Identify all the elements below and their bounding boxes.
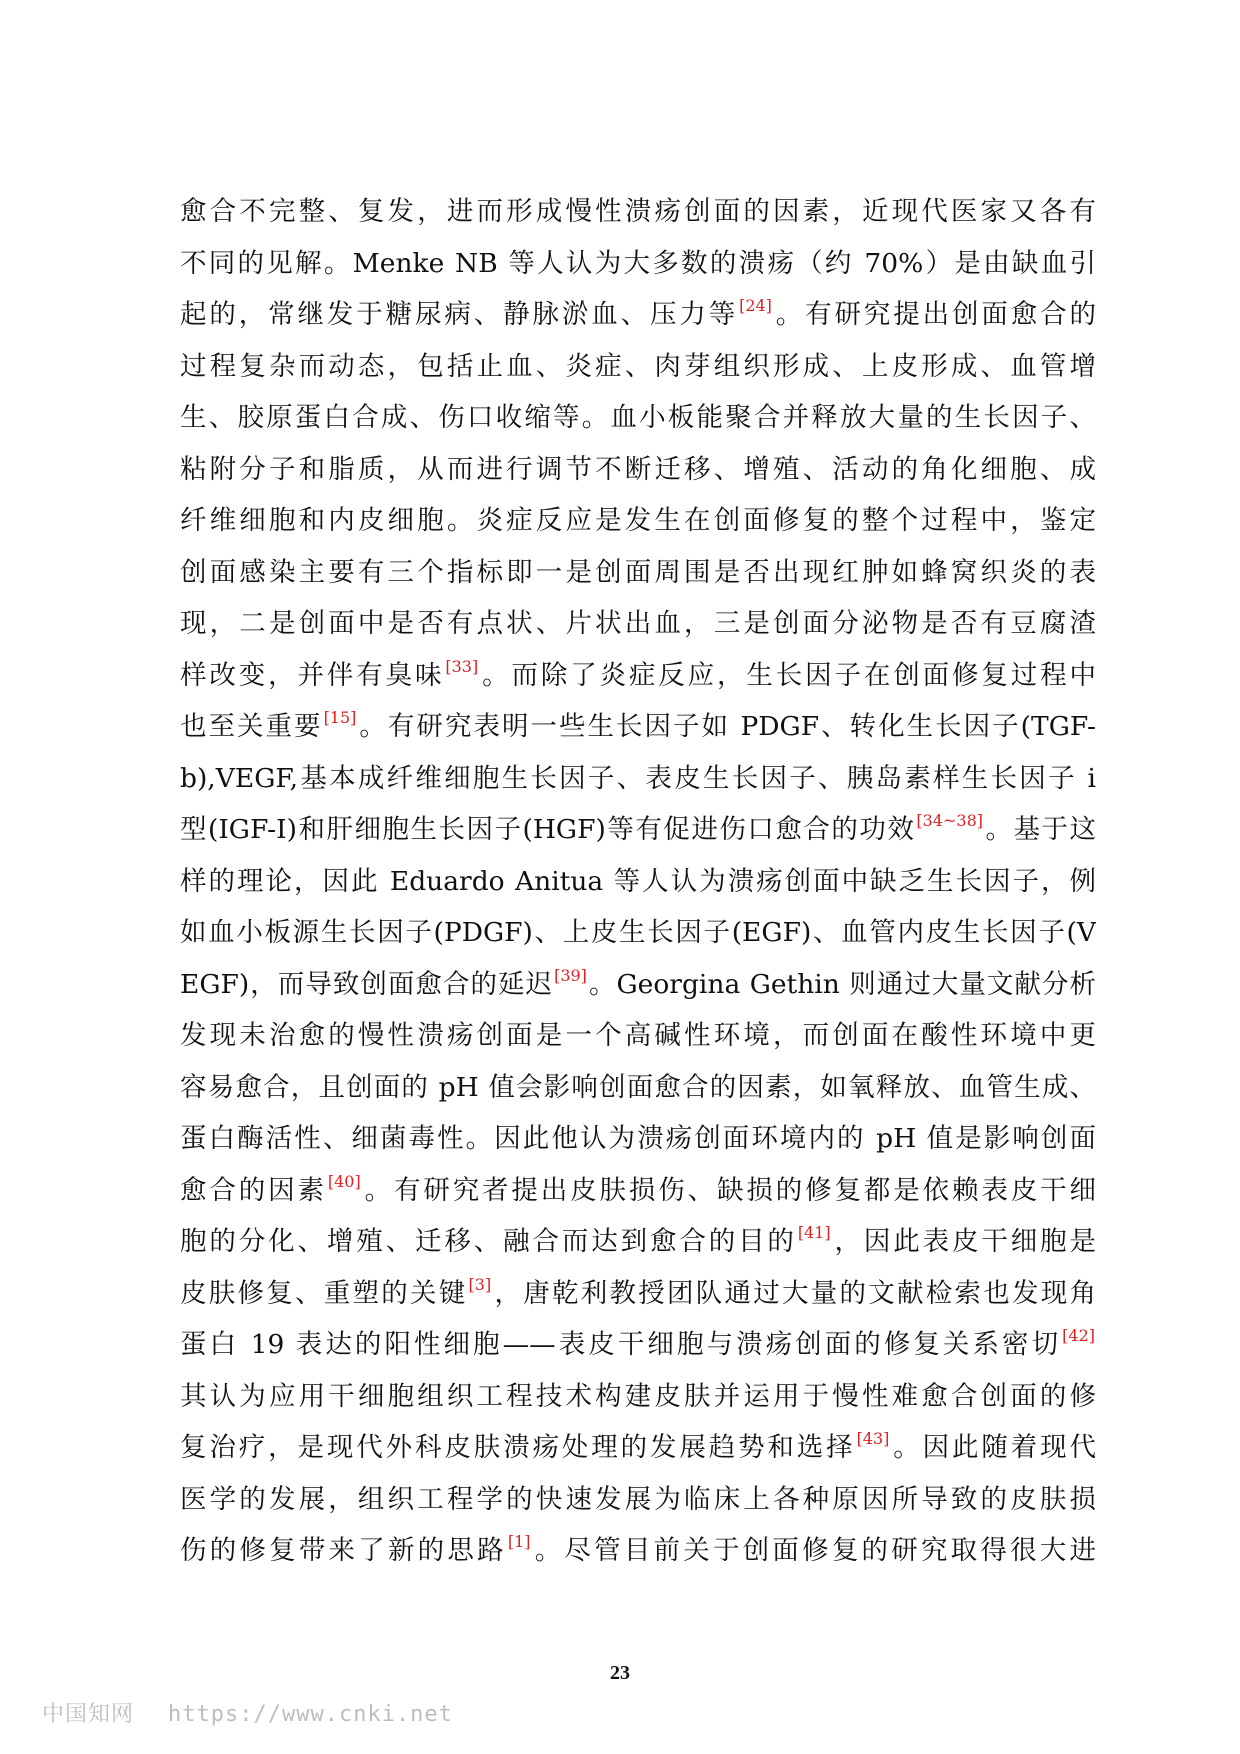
text-segment: 发现未治愈的慢性溃疡创面是一个高碱性环境，而创面在酸性环境中更	[180, 1020, 1096, 1051]
text-segment: 生、胶原蛋白合成、伤口收缩等。血小板能聚合并释放大量的生长因子、	[180, 402, 1096, 433]
text-segment: EGF)，而导致创面愈合的延迟	[180, 968, 554, 1000]
text-segment: ，因此表皮干细胞是	[831, 1226, 1096, 1257]
text-segment: 皮肤修复、重塑的关键	[180, 1277, 468, 1309]
text-line	[180, 856, 1096, 908]
text-segment: 。基于这	[983, 814, 1096, 845]
text-line	[180, 1010, 1096, 1062]
text-segment: 伤的修复带来了新的思路	[180, 1535, 507, 1566]
text-segment: 其认为应用干细胞组织工程技术构建皮肤并运用于慢性难愈合创面的修	[180, 1380, 1096, 1412]
text-segment: 也至关重要	[180, 711, 323, 742]
text-segment: 样的理论，因此 Eduardo Anitua 等人认为溃疡创面中缺乏生长因子，例	[180, 865, 1096, 897]
text-segment: 。有研究者提出皮肤损伤、缺损的修复都是依赖表皮干细	[361, 1174, 1096, 1206]
watermark-brand: 中国知网	[42, 1702, 135, 1727]
text-line	[180, 1422, 1096, 1474]
text-segment: 医学的发展，组织工程学的快速发展为临床上各种原因所导致的皮肤损	[180, 1483, 1096, 1515]
text-segment: 。Georgina Gethin 则通过大量文献分析	[587, 968, 1096, 1000]
text-segment: 愈合不完整、复发，进而形成慢性溃疡创面的因素，近现代医家又各有	[180, 196, 1096, 227]
text-line	[180, 1062, 1096, 1114]
text-segment: 创面感染主要有三个指标即一是创面周围是否出现红肿如蜂窝织炎的表	[180, 556, 1096, 588]
text-segment: 。而除了炎症反应，生长因子在创面修复过程中	[479, 659, 1096, 691]
text-segment: 。有研究提出创面愈合的	[772, 299, 1096, 330]
text-segment: 型(IGF-I)和肝细胞生长因子(HGF)等有促进伤口愈合的功效	[180, 814, 916, 845]
text-line	[180, 753, 1096, 805]
citation-ref: [39]	[554, 965, 587, 985]
text-line	[180, 495, 1096, 547]
citation-ref: [24]	[739, 296, 772, 315]
text-line	[180, 804, 1096, 856]
text-segment: 过程复杂而动态，包括止血、炎症、肉芽组织形成、上皮形成、血管增	[180, 350, 1096, 382]
text-line	[180, 392, 1096, 444]
citation-ref: [40]	[327, 1171, 361, 1191]
text-segment: b),VEGF,基本成纤维细胞生长因子、表皮生长因子、胰岛素样生长因子 i	[180, 762, 1096, 794]
text-line	[180, 959, 1096, 1011]
text-line	[180, 444, 1096, 496]
text-line	[180, 186, 1096, 238]
page-number: 23	[610, 1662, 630, 1684]
citation-ref: [41]	[797, 1223, 831, 1242]
text-segment: 样改变，并伴有臭味	[180, 659, 445, 691]
citation-ref: [33]	[445, 656, 479, 676]
cnki-watermark	[42, 1697, 453, 1728]
citation-ref: [43]	[856, 1429, 890, 1448]
text-segment: 。因此随着现代	[890, 1432, 1096, 1463]
text-line	[180, 341, 1096, 393]
text-line	[180, 547, 1096, 599]
text-segment: 复治疗，是现代外科皮肤溃疡处理的发展趋势和选择	[180, 1432, 856, 1463]
text-line	[180, 650, 1096, 702]
text-segment: ，唐乾利教授团队通过大量的文献检索也发现角	[492, 1277, 1096, 1309]
text-segment: 容易愈合，且创面的 pH 值会影响创面愈合的因素，如氧释放、血管生成、	[180, 1071, 1096, 1103]
text-segment: 不同的见解。Menke NB 等人认为大多数的溃疡（约 70%）是由缺血引	[180, 247, 1096, 279]
text-line	[180, 598, 1096, 650]
text-segment: 现，二是创面中是否有点状、片状出血，三是创面分泌物是否有豆腐渣	[180, 608, 1096, 639]
text-line	[180, 1525, 1096, 1577]
text-line	[180, 1268, 1096, 1320]
citation-ref: [1]	[507, 1532, 531, 1551]
text-segment: 蛋白酶活性、细菌毒性。因此他认为溃疡创面环境内的 pH 值是影响创面	[180, 1123, 1096, 1154]
body-text	[180, 186, 1096, 1577]
text-line	[180, 907, 1096, 959]
text-line	[180, 1319, 1096, 1371]
text-line	[180, 1474, 1096, 1526]
text-line	[180, 1216, 1096, 1268]
citation-ref: [34~38]	[916, 811, 983, 830]
watermark-url: https://www.cnki.net	[168, 1702, 453, 1727]
citation-ref: [42]	[1062, 1326, 1095, 1345]
text-segment: 粘附分子和脂质，从而进行调节不断迁移、增殖、活动的角化细胞、成	[180, 453, 1096, 485]
text-segment: 愈合的因素	[180, 1174, 327, 1206]
text-segment: 起的，常继发于糖尿病、静脉淤血、压力等	[180, 299, 739, 330]
text-segment: 如血小板源生长因子(PDGF)、上皮生长因子(EGF)、血管内皮生长因子(V	[180, 917, 1096, 948]
text-line	[180, 238, 1096, 290]
text-line	[180, 701, 1096, 753]
citation-ref: [3]	[468, 1274, 492, 1294]
text-line	[180, 1113, 1096, 1165]
text-segment: 。有研究表明一些生长因子如 PDGF、转化生长因子(TGF-	[357, 711, 1096, 742]
text-line	[180, 1371, 1096, 1423]
text-segment: 纤维细胞和内皮细胞。炎症反应是发生在创面修复的整个过程中，鉴定	[180, 505, 1096, 536]
citation-ref: [15]	[323, 708, 357, 727]
text-segment: 蛋白 19 表达的阳性细胞——表皮干细胞与溃疡创面的修复关系密切	[180, 1329, 1062, 1360]
text-segment: 。尽管目前关于创面修复的研究取得很大进	[531, 1535, 1096, 1566]
text-line	[180, 1165, 1096, 1217]
text-line	[180, 289, 1096, 341]
text-segment: 胞的分化、增殖、迁移、融合而达到愈合的目的	[180, 1226, 797, 1257]
